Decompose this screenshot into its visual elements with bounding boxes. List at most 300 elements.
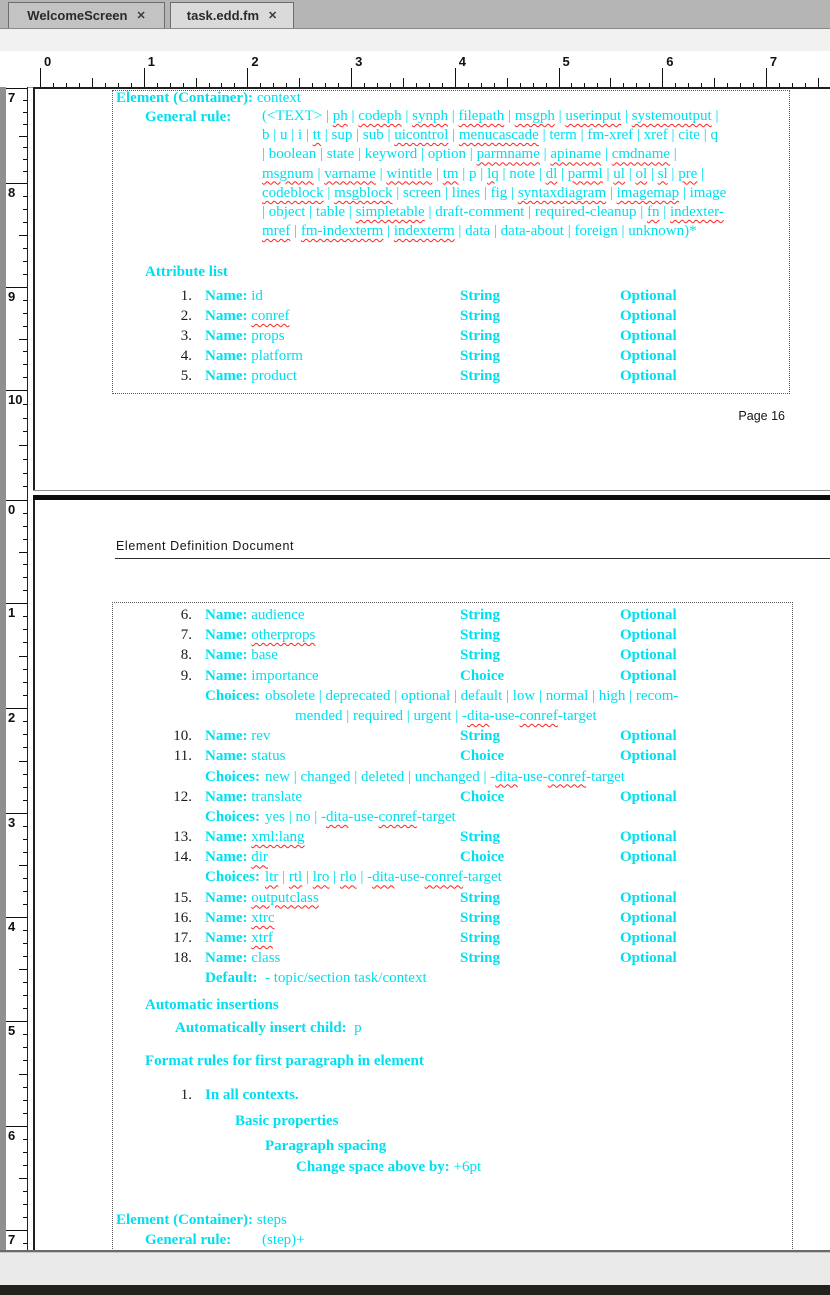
misspelled-word: dl bbox=[545, 165, 558, 182]
ruler-tick bbox=[23, 577, 27, 578]
attr-type: String bbox=[460, 607, 501, 623]
ruler-tick bbox=[23, 930, 27, 931]
ruler-tick bbox=[23, 274, 27, 275]
attr-name bbox=[205, 746, 285, 766]
ruler-tick bbox=[23, 364, 27, 365]
attr-name-label: Name: bbox=[205, 950, 252, 967]
attr-number: 4. bbox=[180, 348, 192, 364]
attr-name-value: id bbox=[251, 288, 263, 304]
close-icon[interactable]: ✕ bbox=[268, 10, 278, 22]
ruler-label: 5 bbox=[8, 1023, 16, 1038]
attr-type: String bbox=[460, 627, 501, 644]
horizontal-scrollbar[interactable] bbox=[0, 1252, 830, 1285]
element-container-heading-steps bbox=[116, 1212, 287, 1229]
misspelled-word: filepath bbox=[458, 108, 505, 124]
ruler-tick bbox=[23, 839, 27, 840]
ruler-tick bbox=[23, 526, 27, 527]
auto-insert-child-value: p bbox=[354, 1020, 362, 1036]
attribute-row bbox=[115, 326, 787, 346]
attr-type: Choice bbox=[460, 748, 505, 765]
element-name: steps bbox=[256, 1212, 287, 1228]
misspelled-word: parmname bbox=[476, 146, 540, 163]
attr-number: 7. bbox=[180, 627, 192, 644]
attr-name bbox=[205, 326, 285, 346]
misspelled-word: lro bbox=[312, 869, 330, 886]
attr-name-label: Name: bbox=[205, 667, 252, 684]
attribute-row bbox=[115, 847, 791, 867]
ruler-tick bbox=[23, 418, 27, 419]
attr-name bbox=[205, 625, 315, 645]
ruler-tick bbox=[92, 78, 93, 87]
attr-name bbox=[205, 827, 305, 847]
misspelled-word: uicontrol bbox=[394, 127, 449, 144]
attr-required: Optional bbox=[620, 728, 677, 745]
ruler-tick bbox=[23, 222, 27, 223]
ruler-tick bbox=[19, 136, 27, 137]
ruler-tick bbox=[23, 209, 27, 210]
attr-name-value: audience bbox=[251, 607, 305, 623]
ruler-label: 9 bbox=[8, 289, 16, 304]
attr-number: 16. bbox=[173, 909, 192, 926]
attribute-row bbox=[115, 908, 791, 928]
misspelled-word: dita bbox=[326, 808, 349, 825]
tab-welcomescreen[interactable] bbox=[8, 2, 165, 28]
misspelled-word: codeblock bbox=[262, 184, 324, 201]
misspelled-word: conref bbox=[519, 707, 558, 724]
attr-name-value: xtrc bbox=[251, 909, 275, 926]
ruler-tick bbox=[19, 1074, 27, 1075]
ruler-tick bbox=[23, 473, 27, 474]
ruler-tick bbox=[23, 326, 27, 327]
ruler-tick bbox=[23, 695, 27, 696]
ruler-tick bbox=[23, 1060, 27, 1061]
ruler-tick bbox=[19, 1178, 27, 1179]
choices-label: Choices: bbox=[205, 869, 260, 886]
header-rule bbox=[115, 558, 830, 559]
ruler-tick bbox=[23, 404, 27, 405]
ruler-label: 7 bbox=[8, 90, 16, 105]
choices-values: obsolete | deprecated | optional | default | low | normal | high | recom- bbox=[265, 687, 679, 704]
attribute-rows-page2 bbox=[115, 605, 791, 989]
general-rule-line: msgnum | varname | wintitle | tm | p | lq | note | dl | parml | ul | ol | sl | pre | bbox=[262, 165, 705, 182]
ruler-tick bbox=[144, 68, 145, 87]
ruler-tick bbox=[23, 513, 27, 514]
misspelled-word: userinput bbox=[565, 108, 622, 124]
attr-name-label: Name: bbox=[205, 909, 252, 926]
general-rule-label: General rule: bbox=[145, 1232, 232, 1248]
attr-name bbox=[205, 908, 275, 928]
attr-number: 1. bbox=[180, 288, 192, 304]
ruler-tick bbox=[299, 78, 300, 87]
general-rule-line: codeblock | msgblock | screen | lines | fig | syntaxdiagram | imagemap | image bbox=[262, 184, 727, 201]
misspelled-word: ul bbox=[613, 165, 625, 182]
ruler-tick bbox=[23, 956, 27, 957]
tab-task-edd-fm[interactable] bbox=[170, 2, 294, 28]
ruler-tick bbox=[6, 390, 27, 391]
ruler-tick bbox=[23, 995, 27, 996]
ruler-tick bbox=[247, 68, 248, 87]
general-rule-value: (step)+ bbox=[262, 1232, 305, 1248]
element-name: context bbox=[256, 90, 301, 106]
ruler-tick bbox=[23, 878, 27, 879]
attr-type: String bbox=[460, 889, 501, 906]
misspelled-word: ltr bbox=[265, 869, 279, 886]
page-break-line bbox=[33, 490, 830, 491]
attr-name-label: Name: bbox=[205, 788, 252, 805]
ruler-tick bbox=[23, 1008, 27, 1009]
ruler-label: 2 bbox=[251, 54, 259, 69]
misspelled-word: varname bbox=[324, 165, 376, 182]
attr-type: String bbox=[460, 348, 501, 364]
ruler-tick bbox=[19, 761, 27, 762]
ruler-label: 7 bbox=[769, 54, 778, 69]
attr-name-label: Name: bbox=[205, 748, 252, 765]
attribute-row bbox=[115, 827, 791, 847]
misspelled-word: imagemap bbox=[616, 184, 680, 201]
ruler-tick bbox=[23, 734, 27, 735]
attr-name bbox=[205, 666, 319, 686]
attr-number: 5. bbox=[180, 368, 192, 384]
attr-name-value: dir bbox=[251, 849, 268, 866]
choices-label: Choices: bbox=[205, 687, 260, 704]
attribute-row bbox=[115, 948, 791, 968]
misspelled-word: systemoutput bbox=[631, 108, 712, 124]
choices-label: Choices: bbox=[205, 768, 260, 785]
ruler-tick bbox=[23, 1139, 27, 1140]
attribute-rows-page1 bbox=[115, 286, 787, 386]
choices-label: Choices: bbox=[205, 808, 260, 825]
default-line bbox=[115, 968, 791, 988]
attr-number: 2. bbox=[180, 308, 192, 324]
general-rule-line: mref | fm-indexterm | indexterm | data | data-about | foreign | unknown)* bbox=[262, 223, 697, 240]
misspelled-word: pre bbox=[678, 165, 698, 182]
choices-values: ltr | rtl | lro | rlo | -dita-use-conref-target bbox=[265, 869, 502, 886]
attr-type: Choice bbox=[460, 667, 505, 684]
attr-required: Optional bbox=[620, 308, 677, 324]
ruler-tick bbox=[196, 78, 197, 87]
attr-name-label: Name: bbox=[205, 627, 252, 644]
misspelled-word: dita bbox=[372, 869, 395, 886]
ruler-label: 2 bbox=[8, 710, 16, 725]
attr-required: Optional bbox=[620, 909, 677, 926]
choices-values: yes | no | -dita-use-conref-target bbox=[265, 808, 456, 825]
attr-name-label: Name: bbox=[205, 930, 252, 946]
ruler-tick bbox=[19, 552, 27, 553]
attr-name bbox=[205, 366, 297, 386]
attr-name-value: platform bbox=[251, 348, 303, 364]
ruler-tick bbox=[662, 68, 663, 87]
ruler-tick bbox=[23, 590, 27, 591]
ruler-tick bbox=[6, 708, 27, 709]
misspelled-word: msgph bbox=[514, 108, 555, 124]
attr-name-label: Name: bbox=[205, 348, 252, 364]
ruler-tick bbox=[23, 982, 27, 983]
ruler-tick bbox=[6, 1126, 27, 1127]
attr-required: Optional bbox=[620, 328, 677, 344]
attr-number: 13. bbox=[173, 829, 192, 846]
horizontal-ruler bbox=[28, 51, 830, 88]
attr-name-label: Name: bbox=[205, 368, 252, 384]
context-label: In all contexts. bbox=[205, 1087, 299, 1103]
attr-name bbox=[205, 726, 270, 746]
attr-type: String bbox=[460, 829, 501, 846]
vertical-ruler bbox=[0, 87, 28, 1250]
misspelled-word: synph bbox=[412, 108, 448, 124]
misspelled-word: parml bbox=[567, 165, 603, 182]
ruler-tick bbox=[6, 287, 27, 288]
attr-name-value: conref bbox=[251, 308, 290, 324]
running-header: Element Definition Document bbox=[116, 539, 295, 553]
ruler-tick bbox=[40, 68, 41, 87]
attr-number: 9. bbox=[180, 667, 192, 684]
ruler-tick bbox=[23, 616, 27, 617]
automatic-insertions-label: Automatic insertions bbox=[145, 997, 279, 1013]
choices-line bbox=[115, 867, 791, 887]
attr-name-value: status bbox=[251, 748, 286, 765]
misspelled-word: fn bbox=[646, 203, 660, 220]
ruler-tick bbox=[19, 339, 27, 340]
ruler-tick bbox=[455, 68, 456, 87]
ruler-tick bbox=[19, 445, 27, 446]
attr-required: Optional bbox=[620, 889, 677, 906]
attribute-row bbox=[115, 645, 791, 665]
close-icon[interactable]: ✕ bbox=[136, 10, 146, 22]
ruler-tick bbox=[23, 1217, 27, 1218]
attr-type: Choice bbox=[460, 788, 505, 805]
choices-values: new | changed | deleted | unchanged | -dita-use-conref-target bbox=[265, 768, 625, 785]
ruler-tick bbox=[23, 721, 27, 722]
misspelled-word: indexterm bbox=[393, 223, 455, 240]
attr-number: 15. bbox=[173, 889, 192, 906]
attr-name-label: Name: bbox=[205, 728, 252, 745]
attr-name-value: product bbox=[251, 368, 298, 384]
misspelled-word: menucascade bbox=[458, 127, 539, 144]
attr-type: String bbox=[460, 950, 501, 967]
ruler-tick bbox=[6, 500, 27, 501]
misspelled-word: simpletable bbox=[355, 203, 425, 220]
ruler-tick bbox=[23, 124, 27, 125]
paragraph-spacing-label: Paragraph spacing bbox=[265, 1138, 387, 1154]
misspelled-word: lq bbox=[487, 165, 499, 182]
ruler-tick bbox=[23, 351, 27, 352]
ruler-label: 1 bbox=[8, 605, 16, 620]
ruler-tick bbox=[23, 642, 27, 643]
misspelled-word: tt bbox=[312, 127, 322, 144]
attr-type: String bbox=[460, 728, 501, 745]
attr-name-value: rev bbox=[251, 728, 271, 745]
misspelled-word: dita bbox=[495, 768, 518, 785]
misspelled-word: conref bbox=[547, 768, 587, 785]
attr-number: 8. bbox=[180, 647, 192, 664]
ruler-label: 5 bbox=[562, 54, 570, 69]
attr-name bbox=[205, 645, 278, 665]
misspelled-word: indexter- bbox=[669, 203, 724, 220]
default-value: - topic/section task/context bbox=[265, 970, 427, 987]
ruler-tick bbox=[23, 852, 27, 853]
attribute-list-label: Attribute list bbox=[145, 264, 228, 280]
general-rule-line: | object | table | simpletable | draft-comment | required-cleanup | fn | indexter- bbox=[262, 203, 724, 220]
attr-type: String bbox=[460, 930, 501, 946]
ruler-label: 10 bbox=[8, 392, 23, 407]
attr-type: Choice bbox=[460, 849, 505, 866]
ruler-tick bbox=[23, 100, 27, 101]
ruler-tick bbox=[23, 747, 27, 748]
ruler-label: 6 bbox=[666, 54, 674, 69]
default-label: Default: bbox=[205, 970, 258, 987]
ruler-label: 3 bbox=[8, 815, 16, 830]
document-tab-bar bbox=[0, 0, 830, 29]
attr-required: Optional bbox=[620, 607, 677, 623]
ruler-tick bbox=[403, 78, 404, 87]
ruler-tick bbox=[559, 68, 560, 87]
ruler-tick bbox=[818, 78, 819, 87]
attr-name-label: Name: bbox=[205, 308, 252, 324]
ruler-tick bbox=[6, 813, 27, 814]
attr-name-label: Name: bbox=[205, 829, 252, 846]
ruler-tick bbox=[766, 68, 767, 87]
general-rule-line: | boolean | state | keyword | option | parmname | apiname | cmdname | bbox=[262, 146, 677, 163]
attr-name-value: class bbox=[251, 950, 281, 967]
ruler-tick bbox=[19, 969, 27, 970]
ruler-tick bbox=[714, 78, 715, 87]
attr-name bbox=[205, 286, 263, 306]
attr-required: Optional bbox=[620, 368, 677, 384]
attribute-row bbox=[115, 306, 787, 326]
attribute-row bbox=[115, 666, 791, 686]
tab-task-edd-fm-label: task.edd.fm bbox=[186, 8, 260, 23]
attr-required: Optional bbox=[620, 627, 677, 644]
ruler-tick bbox=[507, 78, 508, 87]
ruler-tick bbox=[23, 196, 27, 197]
ruler-label: 1 bbox=[147, 54, 155, 69]
attribute-row bbox=[115, 746, 791, 766]
attr-number: 10. bbox=[173, 728, 192, 745]
ruler-tick bbox=[6, 1230, 27, 1231]
element-container-heading bbox=[116, 90, 301, 107]
ruler-tick bbox=[23, 800, 27, 801]
choices-line bbox=[115, 686, 791, 706]
attr-name bbox=[205, 888, 319, 908]
choices-line bbox=[115, 706, 791, 726]
space-above-value: +6pt bbox=[453, 1159, 482, 1175]
ruler-label: 0 bbox=[44, 54, 52, 69]
attr-name bbox=[205, 605, 305, 625]
attr-name bbox=[205, 928, 273, 948]
ruler-tick bbox=[23, 1100, 27, 1101]
attr-required: Optional bbox=[620, 829, 677, 846]
misspelled-word: sl bbox=[657, 165, 668, 182]
attr-number: 3. bbox=[180, 328, 192, 344]
attr-name-label: Name: bbox=[205, 288, 252, 304]
ruler-label: 7 bbox=[8, 1232, 16, 1247]
ruler-tick bbox=[23, 377, 27, 378]
attr-type: String bbox=[460, 647, 501, 664]
ruler-tick bbox=[23, 1204, 27, 1205]
attr-name bbox=[205, 306, 290, 326]
ruler-tick bbox=[23, 431, 27, 432]
attribute-row bbox=[115, 605, 791, 625]
misspelled-word: apiname bbox=[550, 146, 602, 163]
ruler-label: 4 bbox=[458, 54, 467, 69]
ruler-tick bbox=[23, 1047, 27, 1048]
ruler-tick bbox=[23, 891, 27, 892]
ruler-tick bbox=[6, 88, 27, 89]
attr-number: 12. bbox=[173, 788, 192, 805]
misspelled-word: fm-indexterm bbox=[300, 223, 384, 240]
ruler-tick bbox=[23, 904, 27, 905]
misspelled-word: msgnum bbox=[262, 165, 314, 182]
attr-type: String bbox=[460, 909, 501, 926]
attr-number: 6. bbox=[180, 607, 192, 623]
ruler-tick bbox=[23, 1113, 27, 1114]
choices-line bbox=[115, 807, 791, 827]
attr-name-value: base bbox=[251, 647, 278, 664]
auto-insert-child-label: Automatically insert child: bbox=[175, 1020, 347, 1036]
ruler-tick bbox=[23, 147, 27, 148]
ruler-tick bbox=[19, 865, 27, 866]
attr-name-value: importance bbox=[251, 667, 319, 684]
ruler-tick bbox=[23, 159, 27, 160]
attr-required: Optional bbox=[620, 950, 677, 967]
attr-name bbox=[205, 847, 268, 867]
general-rule-label: General rule: bbox=[145, 109, 232, 125]
attr-required: Optional bbox=[620, 348, 677, 364]
ruler-label: 4 bbox=[8, 919, 16, 934]
attr-required: Optional bbox=[620, 748, 677, 765]
attribute-row bbox=[115, 726, 791, 746]
general-rule-text bbox=[262, 107, 792, 241]
space-above-label: Change space above by: bbox=[296, 1159, 450, 1175]
ruler-tick bbox=[23, 826, 27, 827]
attr-required: Optional bbox=[620, 647, 677, 664]
ruler-label: 3 bbox=[355, 54, 363, 69]
attr-name-value: props bbox=[251, 328, 285, 344]
ruler-tick bbox=[23, 261, 27, 262]
choices-values: mended | required | urgent | -dita-use-conref-target bbox=[295, 707, 597, 724]
attribute-row bbox=[115, 928, 791, 948]
misspelled-word: wintitle bbox=[386, 165, 433, 182]
taskbar-edge bbox=[0, 1285, 830, 1295]
attr-name bbox=[205, 787, 302, 807]
ruler-tick bbox=[23, 564, 27, 565]
attribute-row bbox=[115, 366, 787, 386]
element-container-label: Element (Container): bbox=[116, 90, 254, 106]
misspelled-word: conref bbox=[378, 808, 417, 825]
context-number: 1. bbox=[180, 1087, 192, 1103]
attr-required: Optional bbox=[620, 667, 677, 684]
misspelled-word: codeph bbox=[358, 108, 402, 124]
attr-required: Optional bbox=[620, 788, 677, 805]
misspelled-word: rlo bbox=[339, 869, 357, 886]
attr-name-label: Name: bbox=[205, 328, 252, 344]
attr-number: 18. bbox=[173, 950, 192, 967]
space-above-line bbox=[296, 1159, 481, 1176]
misspelled-word: ol bbox=[635, 165, 648, 182]
attr-name-value: translate bbox=[251, 788, 303, 805]
attribute-row bbox=[115, 888, 791, 908]
attr-type: String bbox=[460, 308, 501, 324]
misspelled-word: dita bbox=[467, 707, 490, 724]
ruler-tick bbox=[19, 656, 27, 657]
attr-required: Optional bbox=[620, 849, 677, 866]
attr-name-label: Name: bbox=[205, 647, 252, 664]
attr-type: String bbox=[460, 328, 501, 344]
ruler-tick bbox=[23, 539, 27, 540]
ruler-tick bbox=[19, 235, 27, 236]
attr-name bbox=[205, 346, 303, 366]
misspelled-word: cmdname bbox=[611, 146, 671, 163]
ruler-label: 8 bbox=[8, 185, 16, 200]
